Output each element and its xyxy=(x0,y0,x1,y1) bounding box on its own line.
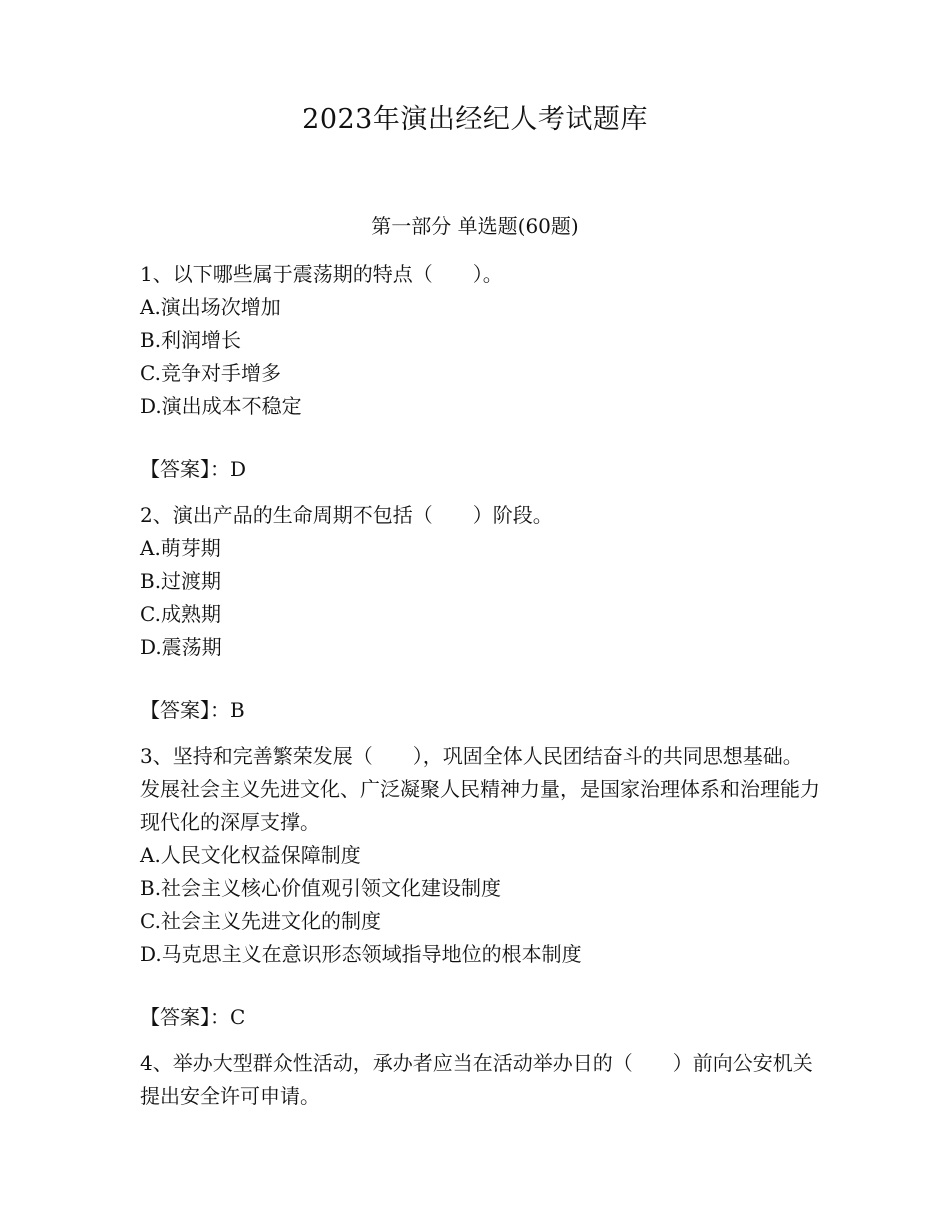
answer: 【答案】：D xyxy=(140,457,247,481)
option-a: A.人民文化权益保障制度 xyxy=(140,843,361,867)
option-d: D.演出成本不稳定 xyxy=(140,394,302,418)
option-a: A.演出场次增加 xyxy=(140,295,281,319)
option-a: A.萌芽期 xyxy=(140,536,221,560)
question-3 xyxy=(140,740,820,1034)
option-c: C.社会主义先进文化的制度 xyxy=(140,909,381,933)
question-4 xyxy=(140,1047,820,1113)
option-b: B.过渡期 xyxy=(140,569,222,593)
page-title: 2023年演出经纪人考试题库 xyxy=(302,104,648,135)
option-d: D.震荡期 xyxy=(140,635,222,659)
answer: 【答案】：C xyxy=(140,1005,246,1029)
question-1 xyxy=(140,258,820,486)
option-d: D.马克思主义在意识形态领域指导地位的根本制度 xyxy=(140,942,582,966)
section-heading: 第一部分 单选题(60题) xyxy=(371,214,579,238)
question-stem: 3、坚持和完善繁荣发展（ ），巩固全体人民团结奋斗的共同思想基础。发展社会主义先进文化、广泛凝聚人民精神力量，是国家治理体系和治理能力现代化的深厚支撑。 xyxy=(140,744,820,834)
question-list xyxy=(140,258,820,1113)
option-b: B.利润增长 xyxy=(140,328,242,352)
question-stem: 4、举办大型群众性活动，承办者应当在活动举办日的（ ）前向公安机关提出安全许可申请。 xyxy=(140,1051,813,1108)
question-2 xyxy=(140,499,820,727)
question-stem: 2、演出产品的生命周期不包括（ ）阶段。 xyxy=(140,503,553,527)
option-c: C.竞争对手增多 xyxy=(140,361,281,385)
question-stem: 1、以下哪些属于震荡期的特点（ ）。 xyxy=(140,262,503,286)
option-b: B.社会主义核心价值观引领文化建设制度 xyxy=(140,876,502,900)
option-c: C.成熟期 xyxy=(140,602,221,626)
answer: 【答案】：B xyxy=(140,698,245,722)
